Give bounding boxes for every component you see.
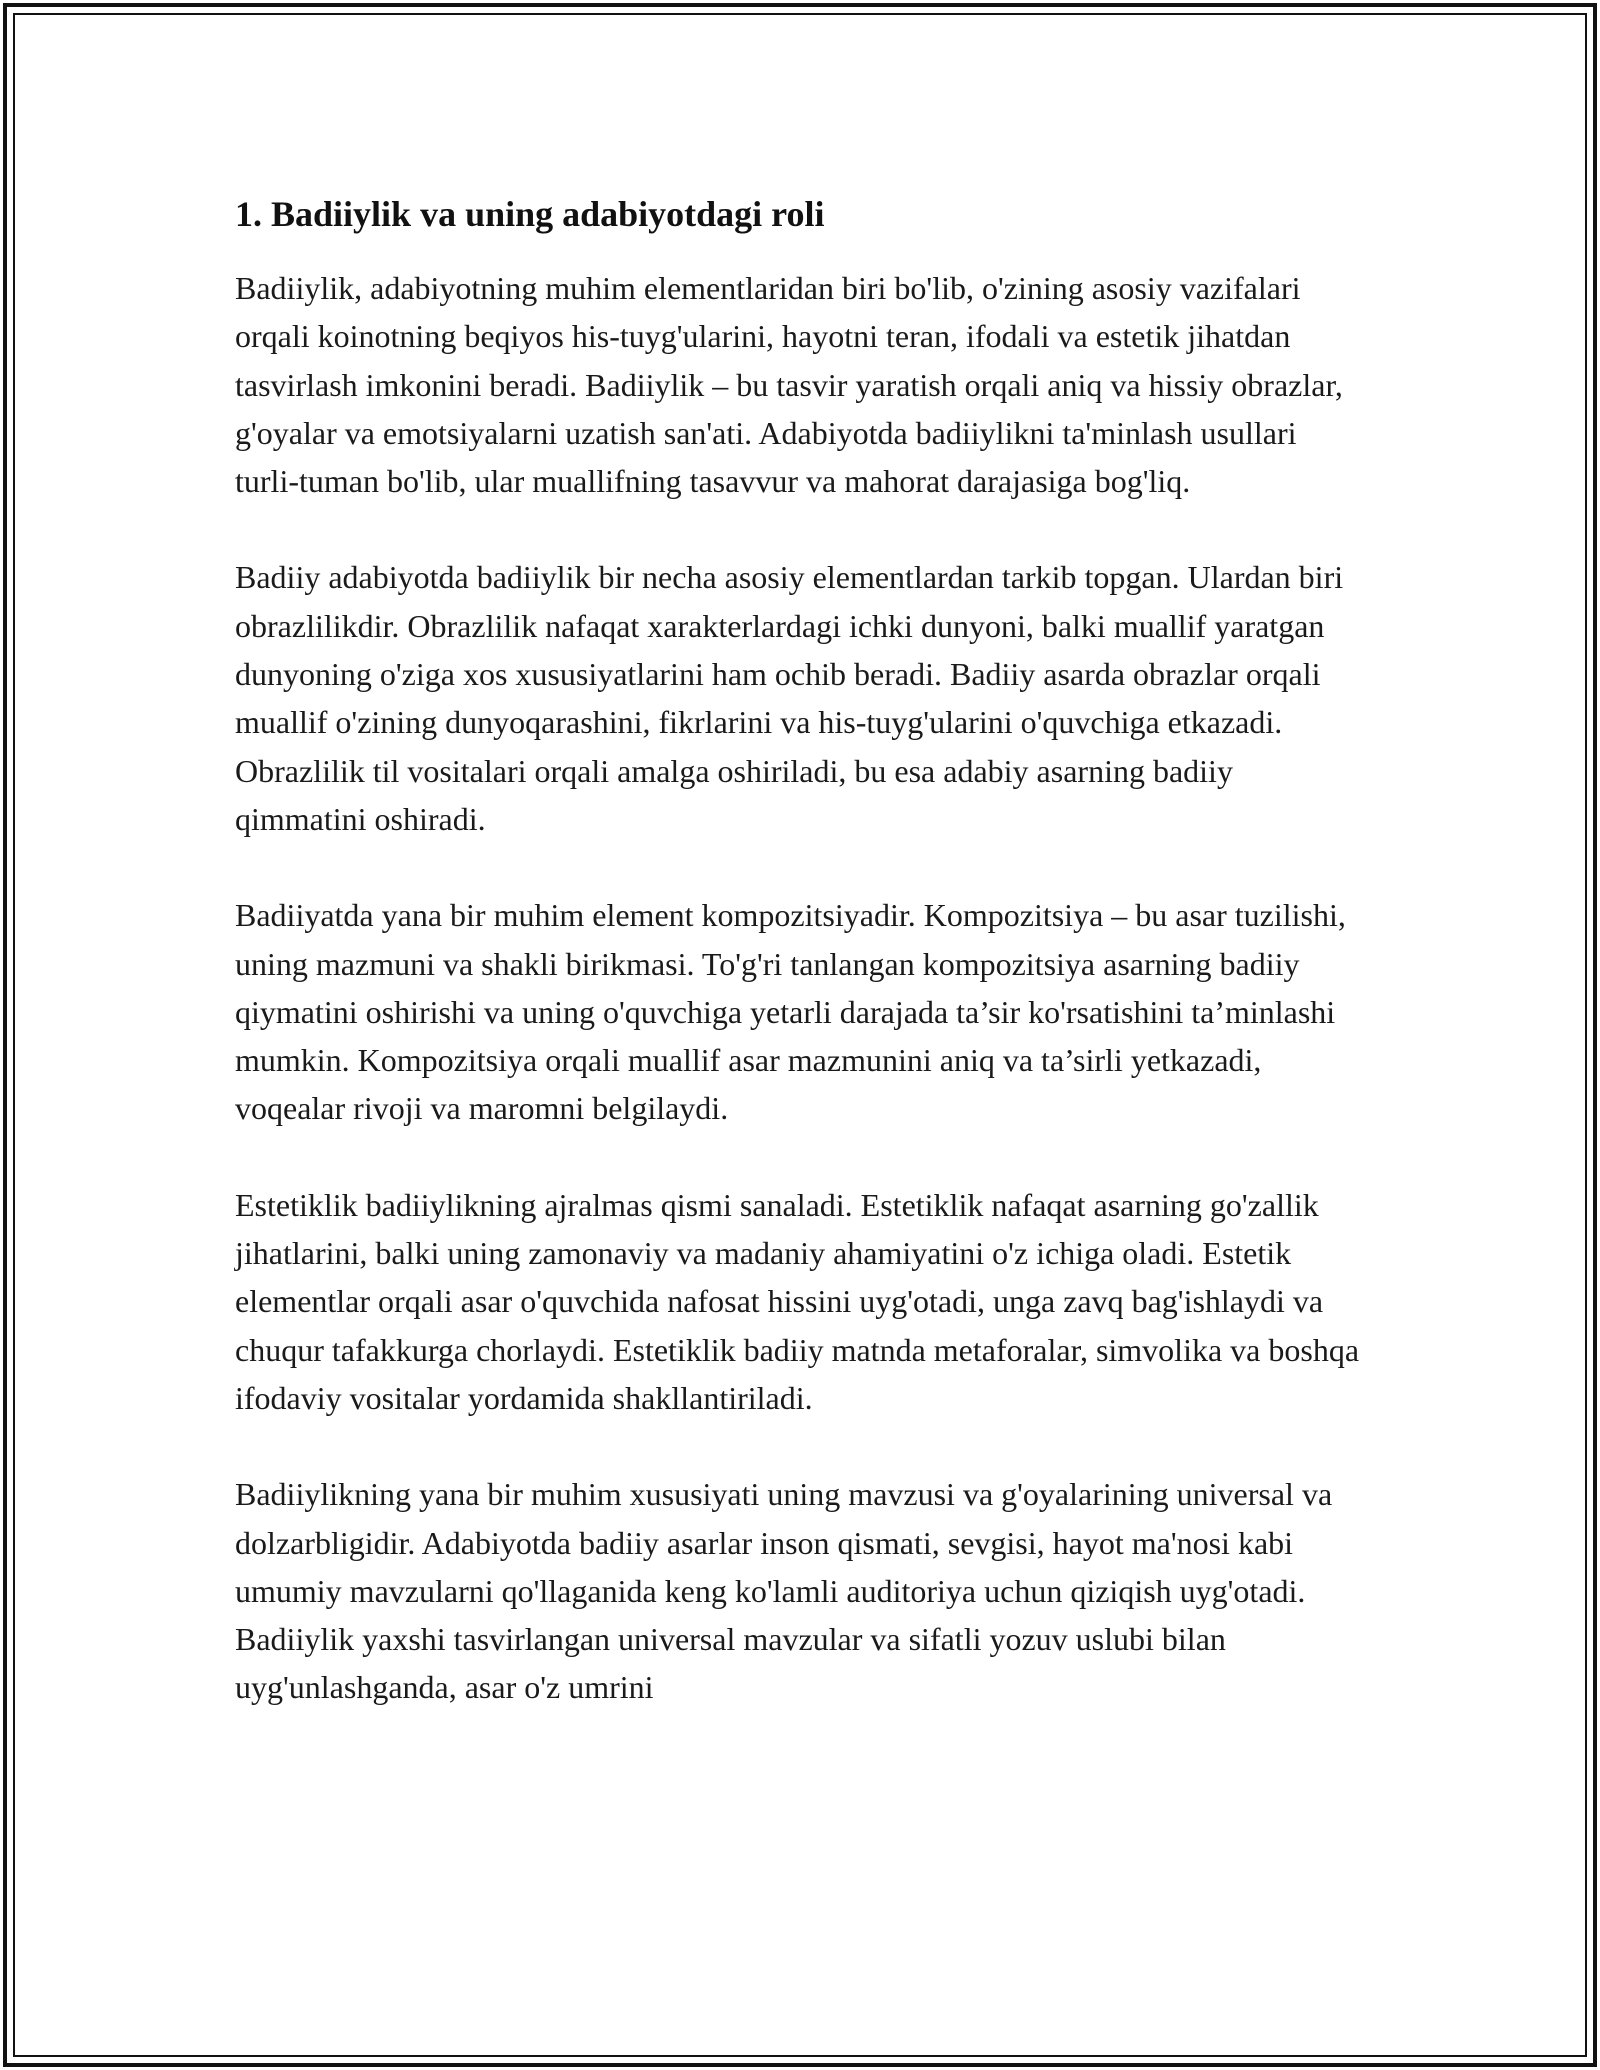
paragraph-1: Badiiylik, adabiyotning muhim elementlaridan biri bo'lib, o'zining asosiy vazifalari orqali koinotning beqiyos his-tuyg'ularini, hayotni teran, ifodali va estetik jihatdan tasvirlash imkonini beradi. Badiiylik – bu tasvir yaratish orqali aniq va hissiy obrazlar, g'oyalar va emotsiyalarni uzatish san'ati. Adabiyotda badiiylikni ta'minlash usullari turli-tuman bo'lib, ular muallifning tasavvur va mahorat darajasiga bog'liq. (235, 270, 1343, 500)
document-body (235, 190, 1365, 1760)
section-heading: 1. Badiiylik va uning adabiyotdagi roli (235, 194, 825, 234)
paragraph-2: Badiiy adabiyotda badiiylik bir necha asosiy elementlardan tarkib topgan. Ulardan biri obrazlilikdir. Obrazlilik nafaqat xarakterlardagi ichki dunyoni, balki muallif yaratgan dunyoning o'ziga xos xususiyatlarini ham ochib beradi. Badiiy asarda obrazlar orqali muallif o'zining dunyoqarashini, fikrlarini va his-tuyg'ularini o'quvchiga etkazadi. Obrazlilik til vositalari orqali amalga oshiriladi, bu esa adabiy asarning badiiy qimmatini oshiradi. (235, 559, 1344, 837)
paragraph-5: Badiiylikning yana bir muhim xususiyati uning mavzusi va g'oyalarining universal va dolzarbligidir. Adabiyotda badiiy asarlar inson qismati, sevgisi, hayot ma'nosi kabi umumiy mavzularni qo'llaganida keng ko'lamli auditoriya uchun qiziqish uyg'otadi. Badiiylik yaxshi tasvirlangan universal mavzular va sifatli yozuv uslubi bilan uyg'unlashganda, asar o'z umrini (235, 1476, 1333, 1706)
paragraph-4: Estetiklik badiiylikning ajralmas qismi sanaladi. Estetiklik nafaqat asarning go'zallik jihatlarini, balki uning zamonaviy va madaniy ahamiyatini o'z ichiga oladi. Estetik elementlar orqali asar o'quvchida nafosat hissini uyg'otadi, unga zavq bag'ishlaydi va chuqur tafakkurga chorlaydi. Estetiklik badiiy matnda metaforalar, simvolika va boshqa ifodaviy vositalar yordamida shakllantiriladi. (235, 1186, 1360, 1416)
paragraph-3: Badiiyatda yana bir muhim element kompozitsiyadir. Kompozitsiya – bu asar tuzilishi, uning mazmuni va shakli birikmasi. To'g'ri tanlangan kompozitsiya asarning badiiy qiymatini oshirishi va uning o'quvchiga yetarli darajada ta’sir ko'rsatishini ta’minlashi mumkin. Kompozitsiya orqali muallif asar mazmunini aniq va ta’sirli yetkazadi, voqealar rivoji va maromni belgilaydi. (235, 897, 1346, 1127)
